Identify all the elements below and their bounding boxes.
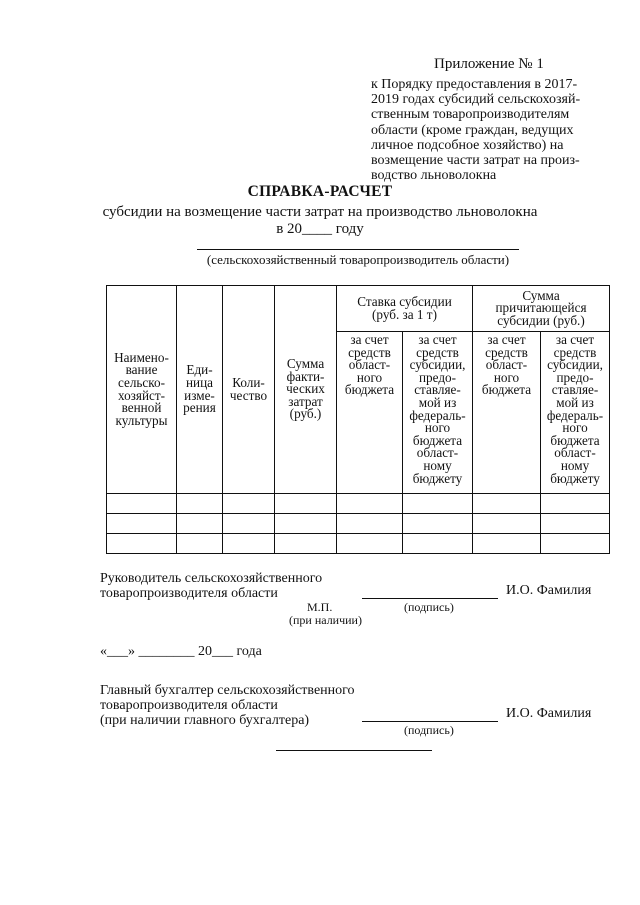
table-row [107, 514, 610, 534]
appendix-reference [371, 77, 611, 183]
header-crop-name: Наимено- вание сельско- хозяйст- венной культуры [107, 286, 177, 494]
stamp-note: (при наличии) [289, 613, 362, 627]
appendix-line: возмещение части затрат на произ- [371, 153, 580, 169]
table-cell [177, 514, 223, 534]
table-cell [337, 494, 403, 514]
table-cell [223, 534, 275, 554]
table-cell [403, 534, 473, 554]
producer-caption: (сельскохозяйственный товаропроизводитель области) [206, 252, 510, 267]
document-subtitle [0, 204, 640, 238]
document-title: СПРАВКА-РАСЧЕТ [247, 183, 393, 200]
header-rate-regional: за счет средств област- ного бюджета [337, 332, 403, 494]
accountant-signature-line [362, 721, 498, 722]
header-quantity: Коли- чество [223, 286, 275, 494]
header-sum-regional: за счет средств област- ного бюджета [473, 332, 541, 494]
header-subsidy-rate: Ставка субсидии (руб. за 1 т) [337, 286, 473, 332]
subtitle-line-2: в 20____ году [276, 221, 364, 237]
table-cell [223, 494, 275, 514]
table-cell [403, 494, 473, 514]
header-rate-federal: за счет средств субсидии, предо- ставляе- мой из федераль- ного бюджета област- ному бюджету [403, 332, 473, 494]
bottom-separator [276, 750, 432, 751]
head-name: И.О. Фамилия [506, 583, 592, 598]
accountant-name: И.О. Фамилия [506, 706, 592, 721]
table-cell [275, 534, 337, 554]
table-cell [107, 494, 177, 514]
head-signature-label: Руководитель сельскохозяйственного товаропроизводителя области [100, 571, 323, 601]
head-signature-line [362, 598, 498, 599]
appendix-title: Приложение № 1 [434, 56, 544, 72]
appendix-line: к Порядку предоставления в 2017- [371, 77, 578, 92]
table-cell [541, 514, 610, 534]
accountant-sign-caption: (подпись) [404, 723, 454, 737]
table-cell [473, 494, 541, 514]
table-cell [541, 534, 610, 554]
header-unit: Еди- ница изме- рения [177, 286, 223, 494]
head-sign-caption: (подпись) [404, 600, 454, 614]
appendix-line: области (кроме граждан, ведущих [371, 122, 574, 138]
appendix-line: личное подсобное хозяйство) на [371, 137, 564, 153]
accountant-signature-label: Главный бухгалтер сельскохозяйственного товаропроизводителя области (при наличии главного бухгалтера) [100, 683, 355, 728]
subsidy-table [106, 285, 610, 554]
table-cell [177, 494, 223, 514]
table-cell [473, 514, 541, 534]
table-row [107, 494, 610, 514]
table-cell [107, 514, 177, 534]
table-cell [473, 534, 541, 554]
table-row [107, 534, 610, 554]
table-cell [541, 494, 610, 514]
header-actual-costs: Сумма факти- ческих затрат (руб.) [275, 286, 337, 494]
stamp-label: М.П. [307, 600, 333, 614]
table-cell [403, 514, 473, 534]
header-sum-federal: за счет средств субсидии, предо- ставляе- мой из федераль- ного бюджета област- ному бюджету [541, 332, 610, 494]
table-cell [337, 514, 403, 534]
table-cell [223, 514, 275, 534]
table-cell [275, 494, 337, 514]
table-cell [275, 514, 337, 534]
appendix-line: ственным товаропроизводителям [371, 107, 570, 123]
table-cell [177, 534, 223, 554]
table-cell [107, 534, 177, 554]
subtitle-line-1: субсидии на возмещение части затрат на производство льноволокна [102, 204, 538, 220]
producer-line [197, 249, 519, 250]
table-cell [337, 534, 403, 554]
appendix-line: водство льноволокна [371, 168, 497, 184]
header-subsidy-sum: Сумма причитающейся субсидии (руб.) [473, 286, 610, 332]
date-line: «___» ________ 20___ года [100, 644, 262, 659]
appendix-line: 2019 годах субсидий сельскохозяй- [371, 92, 581, 108]
